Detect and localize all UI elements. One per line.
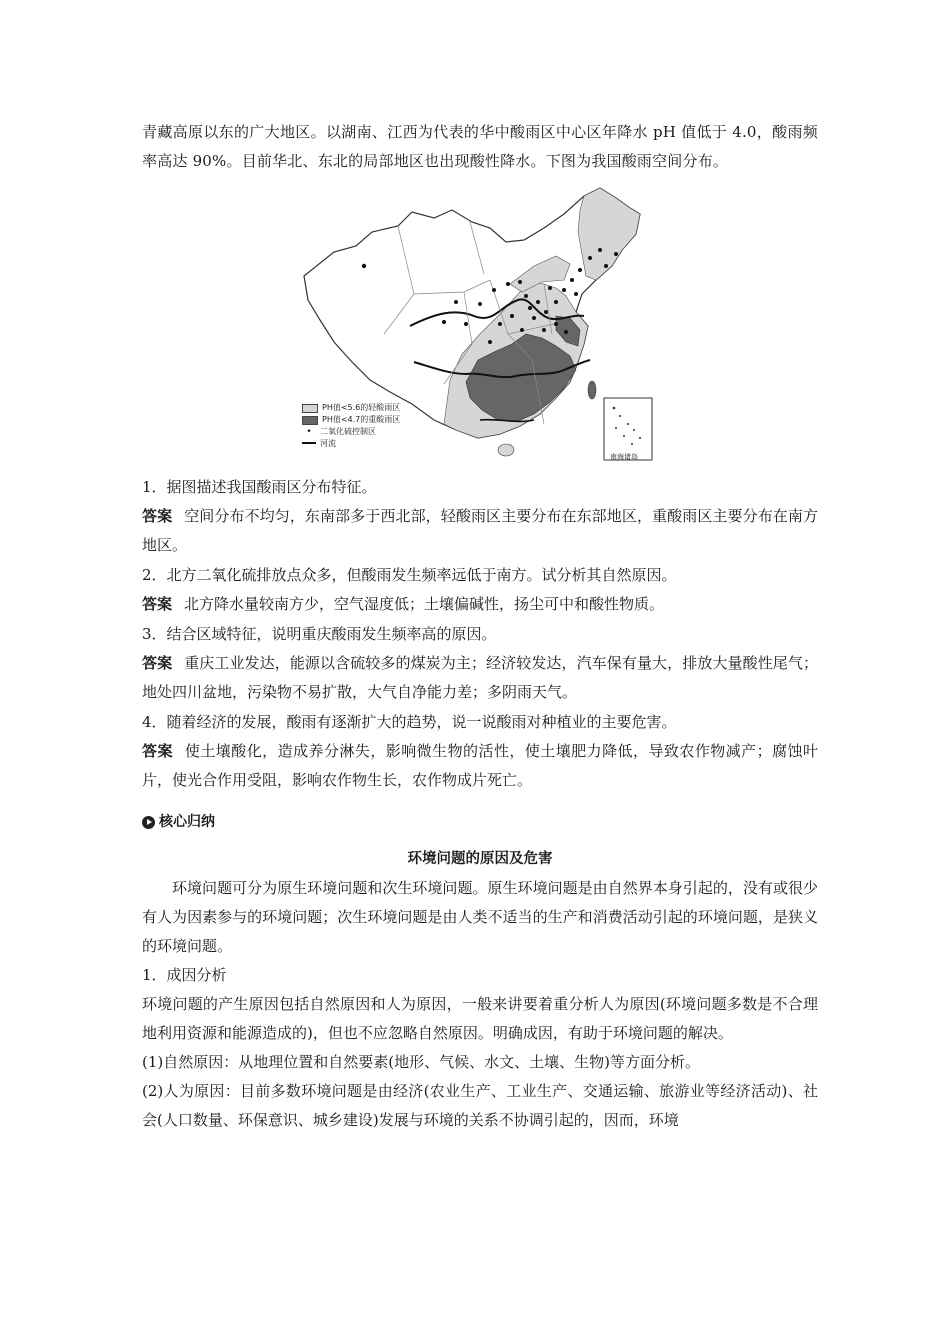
answer-3-text: 重庆工业发达，能源以含硫较多的煤炭为主；经济较发达，汽车保有量大，排放大量酸性尾气；地处四川盆地，污染物不易扩散，大气自净能力差；多阴雨天气。 bbox=[142, 654, 818, 701]
summary-subheading-1: 1．成因分析 bbox=[142, 966, 227, 984]
legend-river-label: 河流 bbox=[320, 439, 336, 448]
legend-river bbox=[302, 438, 400, 450]
section-heading bbox=[142, 811, 818, 833]
inset-label: 南海诸岛 bbox=[610, 453, 638, 461]
answer-2-text: 北方降水量较南方少，空气湿度低；土壤偏碱性，扬尘可中和酸性物质。 bbox=[184, 595, 665, 613]
light-swatch bbox=[302, 404, 318, 413]
legend-dark-label: PH值<4.7的重酸雨区 bbox=[322, 415, 401, 424]
map-legend bbox=[302, 402, 400, 450]
south-china-sea-inset bbox=[604, 398, 652, 460]
question-1: 1．据图描述我国酸雨区分布特征。 bbox=[142, 478, 377, 496]
answer-4 bbox=[142, 737, 818, 795]
summary-title: 环境问题的原因及危害 bbox=[407, 851, 553, 867]
intro-paragraph: 青藏高原以东的广大地区。以湖南、江西为代表的华中酸雨区中心区年降水 pH 值低于 4.0，酸雨频率高达 90%。目前华北、东北的局部地区也出现酸性降水。下图为我国酸雨空间分布。 bbox=[142, 123, 818, 170]
river-icon bbox=[302, 442, 316, 446]
summary-paragraph-2: 环境问题的产生原因包括自然原因和人为原因，一般来讲要着重分析人为原因(环境问题多数是不合理地利用资源和能源造成的)，但也不应忽略自然原因。明确成因，有助于环境问题的解决。 bbox=[142, 995, 818, 1042]
legend-dot bbox=[302, 426, 400, 438]
answer-tag: 答案 bbox=[142, 595, 173, 613]
play-circle-icon bbox=[142, 816, 155, 829]
question-2: 2．北方二氧化硫排放点众多，但酸雨发生频率远低于南方。试分析其自然原因。 bbox=[142, 566, 677, 584]
answer-tag: 答案 bbox=[142, 654, 173, 672]
document-page bbox=[142, 118, 818, 1135]
section-heading-text: 核心归纳 bbox=[159, 814, 215, 830]
answer-1 bbox=[142, 502, 818, 560]
answer-4-text: 使土壤酸化，造成养分淋失，影响微生物的活性，使土壤肥力降低，导致农作物减产；腐蚀叶片，使光合作用受阻，影响农作物生长，农作物成片死亡。 bbox=[142, 742, 818, 789]
legend-light bbox=[302, 402, 400, 414]
answer-1-text: 空间分布不均匀，东南部多于西北部，轻酸雨区主要分布在东部地区，重酸雨区主要分布在南方地区。 bbox=[142, 507, 818, 554]
taiwan-island bbox=[588, 381, 596, 399]
legend-light-label: PH值<5.6的轻酸雨区 bbox=[322, 403, 401, 412]
question-3: 3．结合区域特征，说明重庆酸雨发生频率高的原因。 bbox=[142, 625, 497, 643]
question-4: 4．随着经济的发展，酸雨有逐渐扩大的趋势，说一说酸雨对种植业的主要危害。 bbox=[142, 713, 677, 731]
dot-icon: • bbox=[306, 427, 312, 437]
dark-swatch bbox=[302, 416, 318, 425]
light-acid-rain-northeast bbox=[578, 188, 640, 280]
qa-list bbox=[142, 473, 818, 795]
answer-2 bbox=[142, 590, 818, 619]
hainan-island bbox=[498, 444, 514, 456]
acid-rain-map-figure bbox=[294, 184, 666, 469]
summary-paragraph-1: 环境问题可分为原生环境问题和次生环境问题。原生环境问题是由自然界本身引起的，没有或很少有人为因素参与的环境问题；次生环境问题是由人类不适当的生产和消费活动引起的环境问题，是狭义的环境问题。 bbox=[142, 879, 818, 955]
answer-3 bbox=[142, 649, 818, 707]
answer-tag: 答案 bbox=[142, 742, 173, 760]
summary-item-1: (1)自然原因：从地理位置和自然要素(地形、气候、水文、土壤、生物)等方面分析。 bbox=[142, 1053, 700, 1071]
summary-item-2: (2)人为原因：目前多数环境问题是由经济(农业生产、工业生产、交通运输、旅游业等经济活动)、社会(人口数量、环保意识、城乡建设)发展与环境的关系不协调引起的，因而，环境 bbox=[142, 1082, 818, 1129]
legend-dark bbox=[302, 414, 400, 426]
answer-tag: 答案 bbox=[142, 507, 173, 525]
legend-dot-label: 二氧化硫控制区 bbox=[320, 427, 376, 436]
